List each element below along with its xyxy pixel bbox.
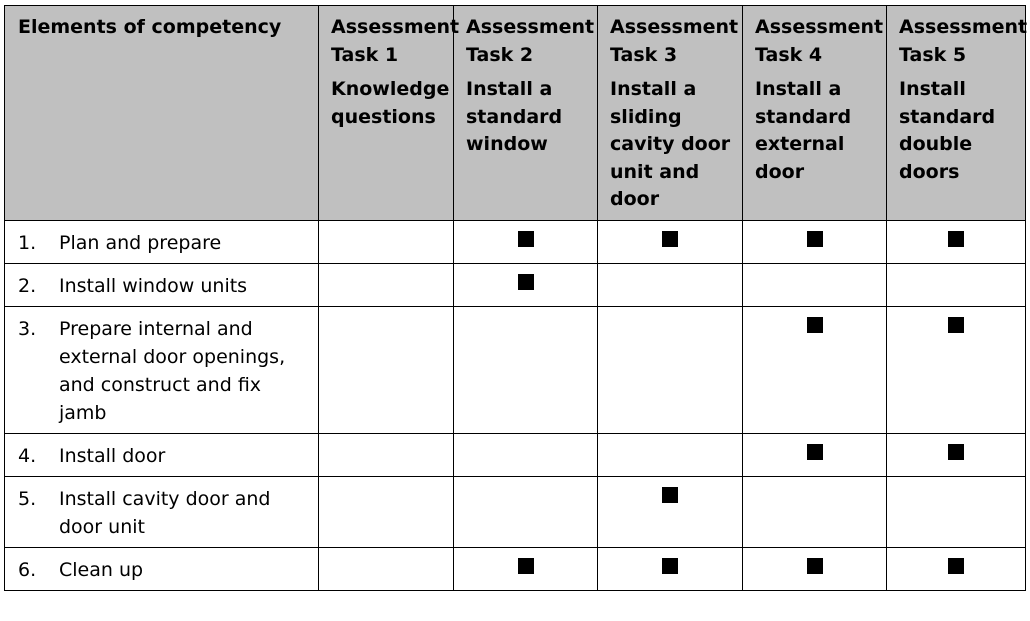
task-2-mark-cell xyxy=(454,434,598,477)
table-row xyxy=(5,548,1026,591)
task-name: Install standard double doors xyxy=(899,78,996,183)
task-1-mark-cell xyxy=(319,548,454,591)
element-number: 3. xyxy=(18,318,37,340)
task-5-mark-cell xyxy=(887,477,1026,548)
filled-square-icon xyxy=(948,231,964,247)
element-label: Clean up xyxy=(59,559,144,581)
task-name: Install a sliding cavity door unit and door xyxy=(610,78,731,210)
header-row xyxy=(5,6,1026,221)
element-number: 5. xyxy=(18,488,37,510)
task-label: Assessment Task 2 xyxy=(466,16,595,66)
elements-of-competency-header: Elements of competency xyxy=(5,6,319,221)
task-4-mark-cell xyxy=(743,548,887,591)
filled-square-icon xyxy=(518,274,534,290)
assessment-task-4-header xyxy=(743,6,887,221)
competency-element-cell xyxy=(5,477,319,548)
task-5-mark-cell xyxy=(887,221,1026,264)
task-3-mark-cell xyxy=(598,221,743,264)
task-3-mark-cell xyxy=(598,548,743,591)
element-label: Prepare internal and external door openings, and construct and fix jamb xyxy=(59,318,286,424)
task-3-mark-cell xyxy=(598,477,743,548)
task-4-mark-cell xyxy=(743,434,887,477)
task-3-mark-cell xyxy=(598,434,743,477)
task-name: Install a standard window xyxy=(466,78,563,155)
filled-square-icon xyxy=(807,231,823,247)
task-label: Assessment Task 3 xyxy=(610,16,739,66)
assessment-task-2-header xyxy=(454,6,598,221)
task-5-mark-cell xyxy=(887,264,1026,307)
task-2-mark-cell xyxy=(454,221,598,264)
task-2-mark-cell xyxy=(454,264,598,307)
task-1-mark-cell xyxy=(319,264,454,307)
task-4-mark-cell xyxy=(743,477,887,548)
assessment-task-3-header xyxy=(598,6,743,221)
task-3-mark-cell xyxy=(598,307,743,434)
table-row xyxy=(5,434,1026,477)
element-number: 6. xyxy=(18,559,37,581)
competency-element-cell xyxy=(5,221,319,264)
element-number: 4. xyxy=(18,445,37,467)
task-2-mark-cell xyxy=(454,477,598,548)
task-3-mark-cell xyxy=(598,264,743,307)
task-2-mark-cell xyxy=(454,548,598,591)
task-1-mark-cell xyxy=(319,477,454,548)
competency-element-cell xyxy=(5,548,319,591)
task-1-mark-cell xyxy=(319,307,454,434)
table-body xyxy=(5,221,1026,591)
filled-square-icon xyxy=(662,558,678,574)
task-name: Knowledge questions xyxy=(331,78,450,128)
task-5-mark-cell xyxy=(887,307,1026,434)
competency-element-cell xyxy=(5,264,319,307)
task-4-mark-cell xyxy=(743,264,887,307)
task-1-mark-cell xyxy=(319,221,454,264)
table-row xyxy=(5,307,1026,434)
task-5-mark-cell xyxy=(887,434,1026,477)
filled-square-icon xyxy=(518,558,534,574)
table-row xyxy=(5,264,1026,307)
task-5-mark-cell xyxy=(887,548,1026,591)
filled-square-icon xyxy=(948,317,964,333)
table-row xyxy=(5,477,1026,548)
task-label: Assessment Task 4 xyxy=(755,16,884,66)
filled-square-icon xyxy=(948,444,964,460)
filled-square-icon xyxy=(662,231,678,247)
assessment-task-1-header xyxy=(319,6,460,221)
competency-element-cell xyxy=(5,434,319,477)
element-label: Install door xyxy=(59,445,166,467)
competency-assessment-table xyxy=(4,5,1026,591)
assessment-task-5-header xyxy=(887,6,1026,221)
element-label: Install window units xyxy=(59,275,248,297)
filled-square-icon xyxy=(518,231,534,247)
task-label: Assessment Task 1 xyxy=(331,16,460,66)
task-2-mark-cell xyxy=(454,307,598,434)
task-1-mark-cell xyxy=(319,434,454,477)
element-label: Plan and prepare xyxy=(59,232,222,254)
filled-square-icon xyxy=(807,444,823,460)
table-row xyxy=(5,221,1026,264)
task-4-mark-cell xyxy=(743,221,887,264)
element-label: Install cavity door and door unit xyxy=(59,488,271,538)
task-label: Assessment Task 5 xyxy=(899,16,1028,66)
task-4-mark-cell xyxy=(743,307,887,434)
filled-square-icon xyxy=(807,558,823,574)
filled-square-icon xyxy=(662,487,678,503)
competency-element-cell xyxy=(5,307,319,434)
filled-square-icon xyxy=(948,558,964,574)
element-number: 1. xyxy=(18,232,37,254)
task-name: Install a standard external door xyxy=(755,78,852,183)
filled-square-icon xyxy=(807,317,823,333)
element-number: 2. xyxy=(18,275,37,297)
